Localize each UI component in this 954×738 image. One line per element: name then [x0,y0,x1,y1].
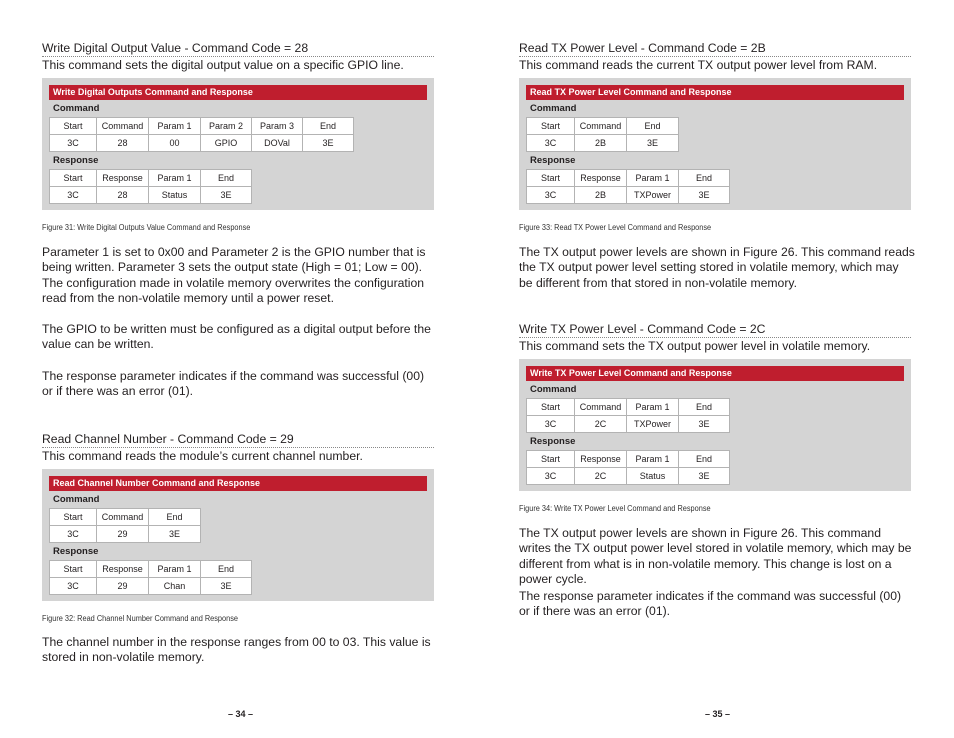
table-cell: TXPower [627,187,679,204]
table-row [527,135,679,152]
response-table [526,450,730,485]
table-cell: 2C [575,468,627,485]
page-number: – 35 – [705,709,731,719]
section-description: This command sets the TX output power level in volatile memory. [519,339,871,353]
table-row [50,526,201,543]
command-label: Command [530,103,577,114]
response-label: Response [53,155,99,166]
table-header-cell: End [303,118,354,135]
table-header-cell: Param 1 [627,399,679,416]
table-header-cell: Start [527,118,575,135]
table-cell: 3C [527,135,575,152]
section-description: This command reads the current TX output power level from RAM. [519,58,878,72]
table-header-cell: End [679,399,730,416]
table-header-row [527,170,730,187]
table-header-cell: End [679,451,730,468]
table-header-cell: End [627,118,679,135]
table-header-cell: Command [97,509,149,526]
table-cell: 2B [575,135,627,152]
command-label: Command [53,103,100,114]
command-table [526,398,730,433]
table-cell: 3E [303,135,354,152]
paragraph: The response parameter indicates if the command was successful (00) or if there was an error (01). [519,589,902,619]
response-table [49,560,252,595]
table-header-cell: Param 1 [627,451,679,468]
command-response-box [42,78,434,210]
command-table [49,508,201,543]
table-header-cell: Response [97,170,149,187]
paragraph: The TX output power levels are shown in Figure 26. This command writes the TX output power level stored in volatile memory, which may be different from what is in non-volatile memory. This change is lost on a power cycle. [519,526,912,587]
table-header-cell: Command [97,118,149,135]
table-cell: 3C [527,187,575,204]
section-read-tx-power [519,41,911,73]
table-header-cell: Command [575,399,627,416]
table-cell: 3E [201,578,252,595]
command-table [49,117,354,152]
table-header-cell: End [679,170,730,187]
table-header-cell: Start [527,170,575,187]
table-cell: 3E [679,468,730,485]
table-cell: Chan [149,578,201,595]
table-cell: 3C [527,416,575,433]
table-header-row [50,170,252,187]
response-table [49,169,252,204]
table-cell: 3C [50,135,97,152]
section-description: This command reads the module’s current channel number. [42,449,363,463]
section-title: Read TX Power Level - Command Code = 2B [519,41,911,57]
table-header-cell: Param 1 [149,561,201,578]
table-row [527,468,730,485]
section-title: Write TX Power Level - Command Code = 2C [519,322,911,338]
table-row [527,187,730,204]
table-header-cell: Param 2 [201,118,252,135]
table-cell: 00 [149,135,201,152]
table-row [50,135,354,152]
table-header-row [50,118,354,135]
table-header-cell: Response [575,451,627,468]
table-cell: 3E [149,526,201,543]
table-cell: 3E [679,187,730,204]
page-number: – 34 – [228,709,254,719]
section-read-channel-number [42,432,434,464]
figure-caption: Figure 32: Read Channel Number Command and Response [42,614,238,623]
section-write-digital-output [42,41,434,73]
table-cell: 2C [575,416,627,433]
section-title: Write Digital Output Value - Command Code = 28 [42,41,434,57]
command-response-box [519,359,911,491]
table-row [50,187,252,204]
table-header-cell: Start [50,509,97,526]
table-row [50,578,252,595]
command-label: Command [53,494,100,505]
figure-caption: Figure 33: Read TX Power Level Command and Response [519,223,712,232]
section-write-tx-power [519,322,911,354]
table-cell: 29 [97,526,149,543]
section-title: Read Channel Number - Command Code = 29 [42,432,434,448]
table-header-row [50,509,201,526]
command-table [526,117,679,152]
table-header-row [527,451,730,468]
table-header-cell: Param 1 [627,170,679,187]
paragraph: The GPIO to be written must be configured as a digital output before the value can be written. [42,322,431,352]
table-header-cell: End [149,509,201,526]
table-header-cell: Start [527,399,575,416]
response-label: Response [53,546,99,557]
table-cell: GPIO [201,135,252,152]
table-cell: 3E [679,416,730,433]
figure-caption: Figure 31: Write Digital Outputs Value Command and Response [42,223,251,232]
table-cell: TXPower [627,416,679,433]
paragraph: The TX output power levels are shown in Figure 26. This command reads the TX output power level setting stored in volatile memory, which may be different from that stored in non-volatile memory. [519,245,915,290]
command-response-box [519,78,911,210]
table-header-cell: Response [97,561,149,578]
box-title: Write Digital Outputs Command and Response [49,85,427,100]
table-header-cell: Start [50,118,97,135]
table-header-cell: Param 1 [149,170,201,187]
section-description: This command sets the digital output value on a specific GPIO line. [42,58,404,72]
paragraph: The channel number in the response ranges from 00 to 03. This value is stored in non-volatile memory. [42,635,431,665]
table-cell: Status [149,187,201,204]
command-response-box [42,469,434,601]
response-table [526,169,730,204]
box-title: Write TX Power Level Command and Response [526,366,904,381]
table-cell: 28 [97,135,149,152]
table-header-row [527,118,679,135]
table-header-cell: Start [50,170,97,187]
table-header-cell: End [201,561,252,578]
table-cell: 3C [527,468,575,485]
table-cell: 29 [97,578,149,595]
table-cell: 3C [50,187,97,204]
table-cell: DOVal [252,135,303,152]
table-cell: 3E [201,187,252,204]
table-header-cell: End [201,170,252,187]
command-label: Command [530,384,577,395]
table-cell: 2B [575,187,627,204]
table-cell: 28 [97,187,149,204]
table-cell: Status [627,468,679,485]
table-cell: 3C [50,526,97,543]
table-header-row [527,399,730,416]
response-label: Response [530,436,576,447]
table-cell: 3E [627,135,679,152]
table-header-cell: Command [575,118,627,135]
response-label: Response [530,155,576,166]
table-header-cell: Response [575,170,627,187]
table-cell: 3C [50,578,97,595]
table-header-row [50,561,252,578]
table-header-cell: Param 1 [149,118,201,135]
table-header-cell: Start [527,451,575,468]
table-header-cell: Param 3 [252,118,303,135]
paragraph: Parameter 1 is set to 0x00 and Parameter 2 is the GPIO number that is being written. Parameter 3 sets the output state (High = 01; Low = 00). The configuration made in volatile memory overwrites the configuration read from the non-volatile memory until a power reset. [42,245,426,306]
paragraph: The response parameter indicates if the command was successful (00) or if there was an error (01). [42,369,425,399]
table-row [527,416,730,433]
table-header-cell: Start [50,561,97,578]
box-title: Read Channel Number Command and Response [49,476,427,491]
figure-caption: Figure 34: Write TX Power Level Command and Response [519,504,711,513]
box-title: Read TX Power Level Command and Response [526,85,904,100]
